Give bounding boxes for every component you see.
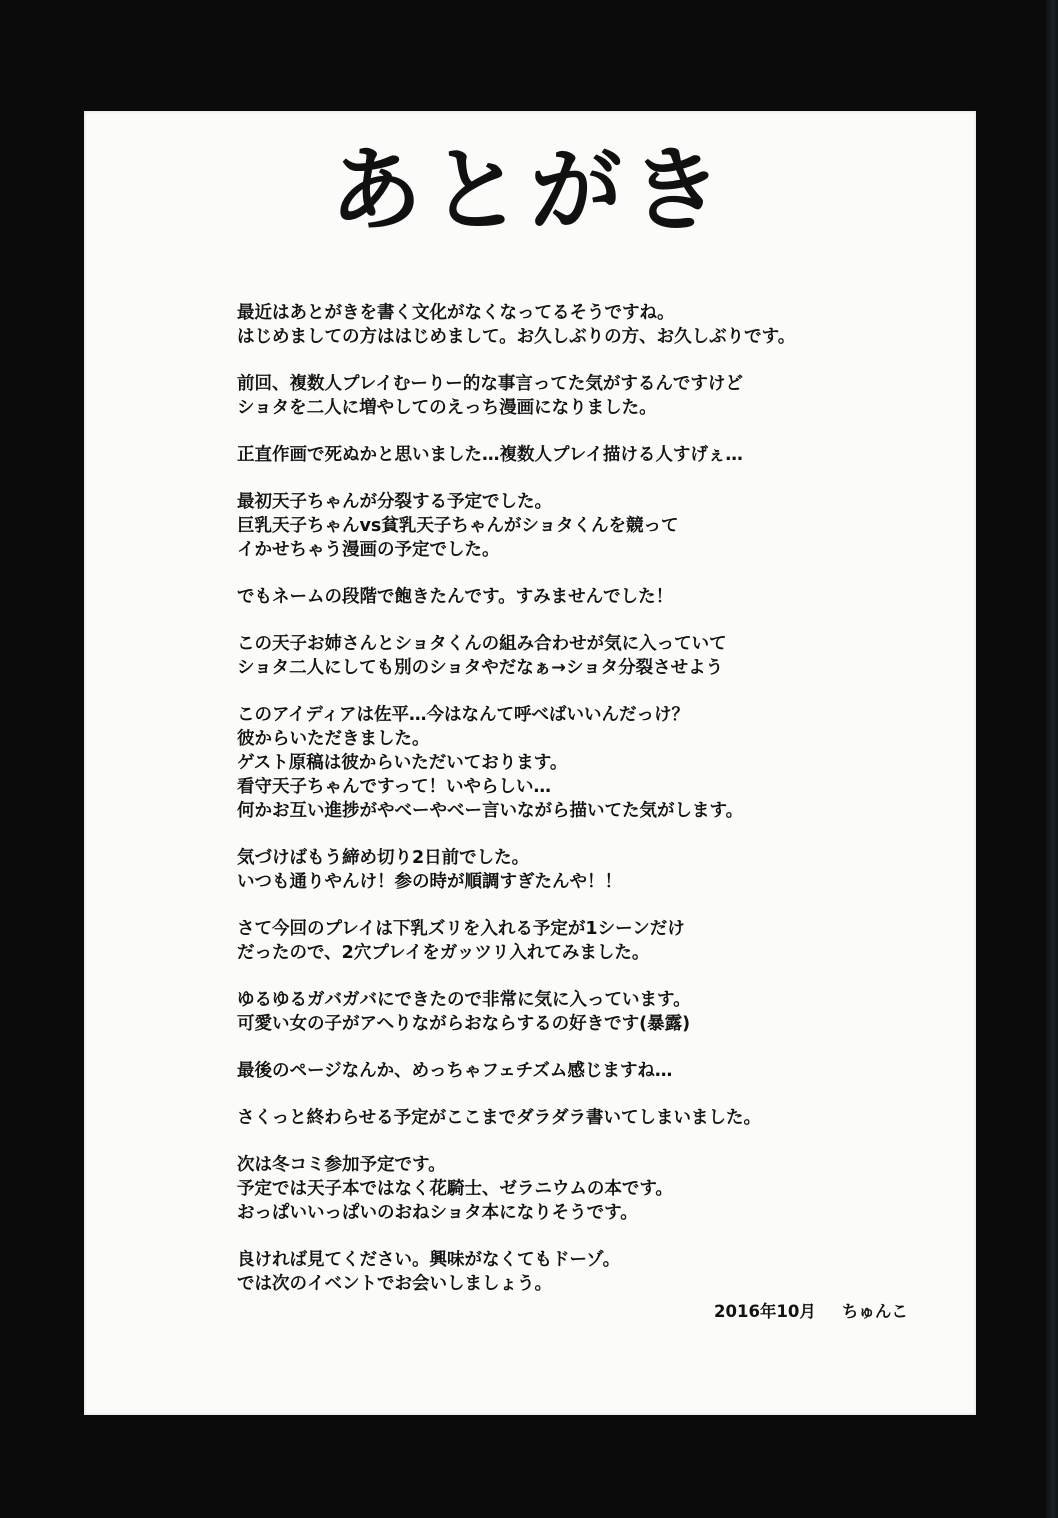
afterword-line: 何かお互い進捗がやべーやべー言いながら描いてた気がします。 [237, 801, 744, 821]
afterword-line: さて今回のプレイは下乳ズリを入れる予定が1シーンだけ [237, 919, 685, 939]
afterword-line: さくっと終わらせる予定がここまでダラダラ書いてしまいました。 [237, 1108, 761, 1128]
afterword-line: ゲスト原稿は彼からいただいております。 [237, 753, 568, 773]
afterword-line: 前回、複数人プレイむーりー的な事言ってた気がするんですけど [237, 374, 743, 394]
afterword-line: では次のイベントでお会いしましょう。 [237, 1274, 552, 1294]
signature-date: 2016年10月 [714, 1302, 816, 1321]
afterword-line: 良ければ見てください。興味がなくてもドーゾ。 [237, 1250, 621, 1270]
afterword-line: おっぱいいっぱいのおねショタ本になりそうです。 [237, 1203, 638, 1223]
afterword-paragraph [237, 1248, 937, 1296]
afterword-line: 巨乳天子ちゃんvs貧乳天子ちゃんがショタくんを競って [237, 516, 679, 536]
afterword-line: 気づけばもう締め切り2日前でした。 [237, 848, 530, 868]
afterword-paragraph [237, 301, 937, 349]
afterword-line: 次は冬コミ参加予定です。 [237, 1155, 446, 1175]
afterword-line: ゆるゆるガバガバにできたので非常に気に入っています。 [237, 990, 691, 1010]
signature-author: ちゅんこ [841, 1302, 908, 1321]
afterword-line: でもネームの段階で飽きたんです。すみませんでした！ [237, 587, 674, 607]
afterword-paragraph [237, 917, 937, 965]
afterword-line: 正直作画で死ぬかと思いました…複数人プレイ描ける人すげぇ… [237, 445, 743, 465]
afterword-line: はじめましての方ははじめまして。お久しぶりの方、お久しぶりです。 [237, 327, 796, 347]
afterword-paragraph [237, 632, 937, 680]
afterword-line: 最後のページなんか、めっちゃフェチズム感じますね… [237, 1061, 673, 1081]
afterword-paragraph [237, 988, 937, 1036]
afterword-line: 最初天子ちゃんが分裂する予定でした。 [237, 492, 552, 512]
afterword-line: ショタを二人に増やしてのえっち漫画になりました。 [237, 398, 657, 418]
afterword-paragraph [237, 846, 937, 894]
afterword-paragraph [237, 703, 937, 823]
afterword-line: このアイディアは佐平…今はなんて呼べばいいんだっけ？ [237, 705, 690, 725]
afterword-page [84, 111, 976, 1415]
afterword-paragraph [237, 585, 937, 609]
afterword-line: だったので、2穴プレイをガッツリ入れてみました。 [237, 943, 650, 963]
page-title: あとがき [329, 136, 730, 244]
afterword-line: イかせちゃう漫画の予定でした。 [237, 540, 500, 560]
afterword-paragraph [237, 1106, 937, 1130]
afterword-line: 看守天子ちゃんですって！いやらしい… [237, 777, 551, 797]
afterword-line: いつも通りやんけ！参の時が順調すぎたんや！！ [237, 872, 622, 892]
page-edge-shadow [1046, 0, 1058, 1518]
afterword-paragraph [237, 372, 937, 420]
afterword-line: この天子お姉さんとショタくんの組み合わせが気に入っていて [237, 634, 727, 654]
afterword-paragraph [237, 443, 937, 467]
afterword-body [237, 301, 937, 1319]
afterword-line: ショタ二人にしても別のショタやだなぁ→ショタ分裂させよう [237, 658, 724, 678]
afterword-line: 彼からいただきました。 [237, 729, 430, 749]
signature [714, 1298, 908, 1322]
afterword-line: 予定では天子本ではなく花騎士、ゼラニウムの本です。 [237, 1179, 673, 1199]
afterword-line: 可愛い女の子がアへりながらおならするの好きです(暴露) [237, 1014, 691, 1034]
afterword-line: 最近はあとがきを書く文化がなくなってるそうですね。 [237, 303, 675, 323]
afterword-paragraph [237, 1059, 937, 1083]
afterword-paragraph [237, 490, 937, 562]
afterword-paragraph [237, 1153, 937, 1225]
